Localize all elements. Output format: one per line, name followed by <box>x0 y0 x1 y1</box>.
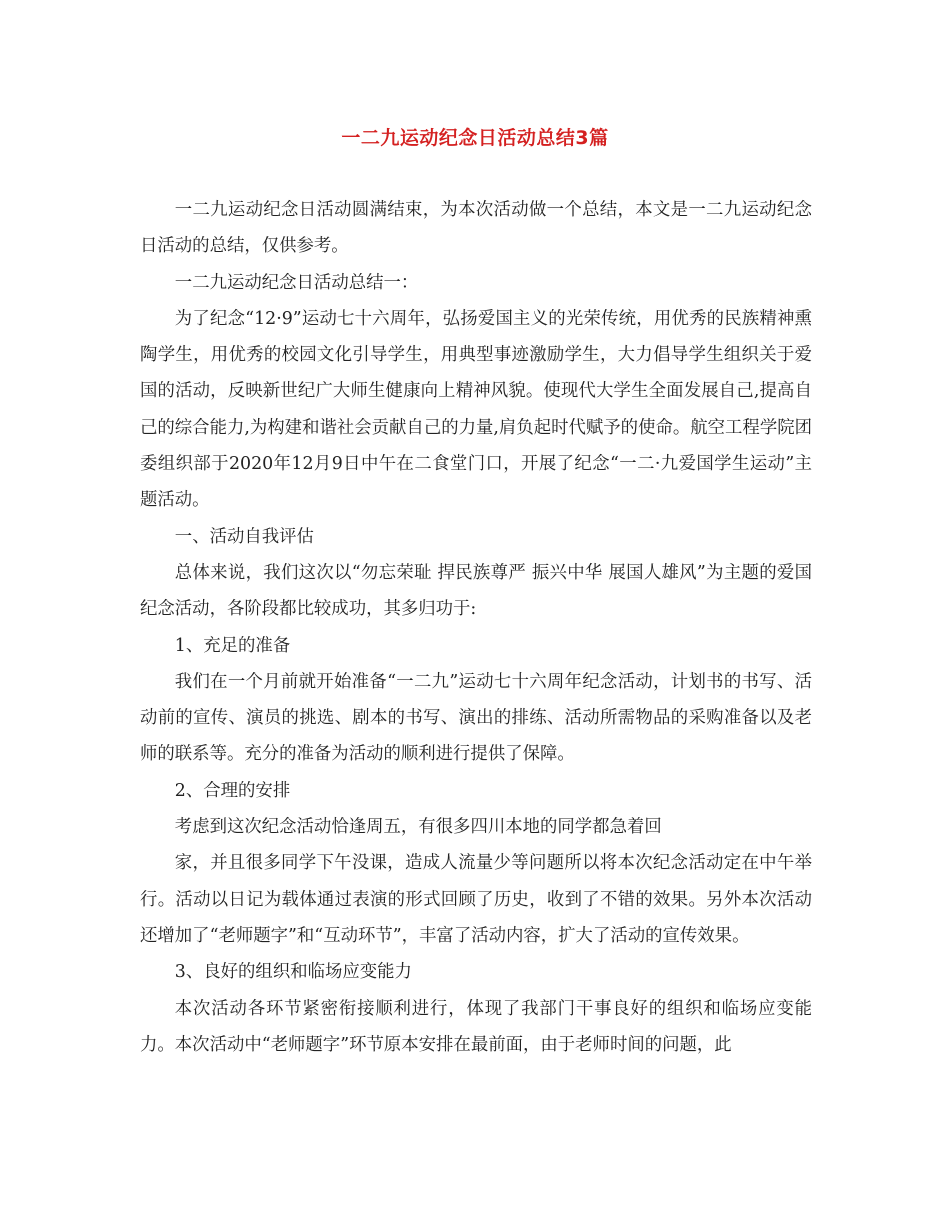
paragraph-background: 为了纪念“12·9”运动七十六周年，弘扬爱国主义的光荣传统，用优秀的民族精神熏陶学生，用优秀的校园文化引导学生，用典型事迹激励学生，大力倡导学生组织关于爱国的活动，反映新世纪广大师生健康向上精神风貌。使现代大学生全面发展自己,提高自己的综合能力,为构建和谐社会贡献自己的力量,肩负起时代赋予的使命。航空工程学院团委组织部于2020年12月9日中午在二食堂门口，开展了纪念“一二·九爱国学生运动”主题活动。 <box>140 308 812 511</box>
paragraph-intro: 一二九运动纪念日活动圆满结束，为本次活动做一个总结，本文是一二九运动纪念日活动的总结，仅供参考。 <box>140 200 812 257</box>
heading-preparation: 1、充足的准备 <box>174 635 291 656</box>
paragraph-overall: 总体来说，我们这次以“勿忘荣耻 捍民族尊严 振兴中华 展国人雄风”为主题的爱国纪念活动，各阶段都比较成功，其多归功于: <box>140 562 812 620</box>
document-title: 一二九运动纪念日活动总结3篇 <box>341 127 609 149</box>
document-body <box>140 192 812 1063</box>
heading-self-evaluation: 一、活动自我评估 <box>174 526 314 547</box>
paragraph-section-heading-one: 一二九运动纪念日活动总结一： <box>174 272 419 293</box>
heading-organization: 3、良好的组织和临场应变能力 <box>174 962 412 983</box>
heading-arrangement: 2、合理的安排 <box>174 780 291 801</box>
paragraph-arrangement-start: 考虑到这次纪念活动恰逢周五，有很多四川本地的同学都急着回 <box>174 817 662 838</box>
paragraph-preparation: 我们在一个月前就开始准备“一二九”运动七十六周年纪念活动，计划书的书写、活动前的宣传、演员的挑选、剧本的书写、演出的排练、活动所需物品的采购准备以及老师的联系等。充分的准备为活动的顺利进行提供了保障。 <box>140 671 812 765</box>
paragraph-organization: 本次活动各环节紧密衔接顺利进行，体现了我部门干事良好的组织和临场应变能力。本次活动中“老师题字”环节原本安排在最前面，由于老师时间的问题，此 <box>140 998 812 1055</box>
paragraph-arrangement-continued: 家，并且很多同学下午没课，造成人流量少等问题所以将本次纪念活动定在中午举行。活动以日记为载体通过表演的形式回顾了历史，收到了不错的效果。另外本次活动还增加了“老师题字”和“互动环节”，丰富了活动内容，扩大了活动的宣传效果。 <box>140 853 812 946</box>
